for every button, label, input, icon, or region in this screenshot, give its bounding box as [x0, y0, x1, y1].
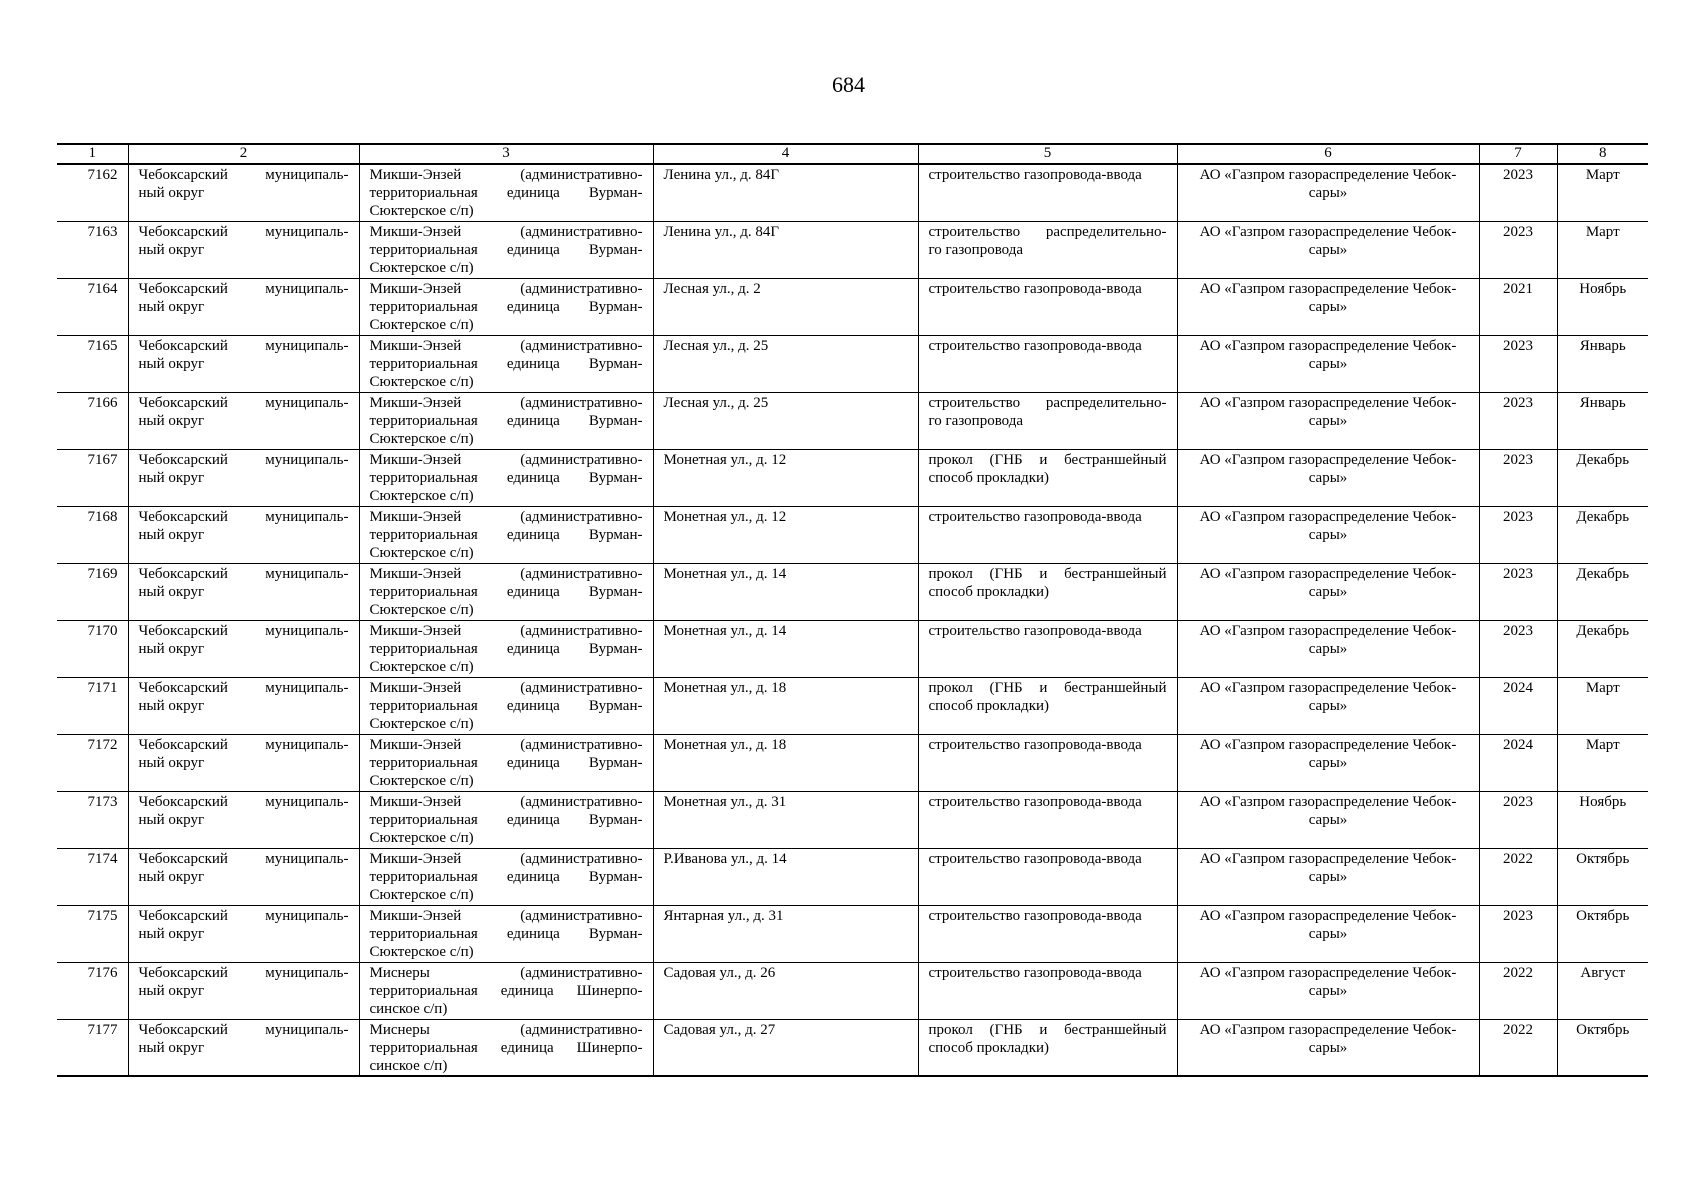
- column-header-6: 6: [1177, 144, 1479, 164]
- locality-cell-line: Микши-Энзей (административно-: [369, 793, 643, 810]
- organization-cell: [1177, 677, 1479, 734]
- district-cell-line: ный округ: [138, 811, 205, 828]
- locality-cell-line: Сюктерское с/п): [369, 316, 474, 333]
- work-type-cell-line: строительство распределительно-: [928, 394, 1167, 411]
- address-cell: Монетная ул., д. 14: [653, 620, 918, 677]
- locality-cell-line: территориальная единица Вурман-: [369, 640, 643, 657]
- organization-cell: [1177, 1019, 1479, 1076]
- work-type-cell-line: строительство газопровода-ввода: [928, 622, 1142, 639]
- work-type-cell-line: строительство распределительно-: [928, 223, 1167, 240]
- year-cell: 2023: [1479, 905, 1557, 962]
- district-cell: [128, 791, 359, 848]
- month-cell: Март: [1557, 221, 1648, 278]
- work-type-cell-line: прокол (ГНБ и бестраншейный: [928, 565, 1167, 582]
- organization-cell-line: АО «Газпром газораспределение Чебок-: [1199, 679, 1457, 696]
- work-type-cell-line: способ прокладки): [928, 583, 1049, 600]
- district-cell-line: ный округ: [138, 697, 205, 714]
- district-cell-line: ный округ: [138, 925, 205, 942]
- address-cell: Садовая ул., д. 26: [653, 962, 918, 1019]
- column-header-7: 7: [1479, 144, 1557, 164]
- organization-cell: [1177, 905, 1479, 962]
- locality-cell: [359, 449, 653, 506]
- district-cell: [128, 221, 359, 278]
- row-number-cell: 7176: [57, 962, 128, 1019]
- organization-cell-line: АО «Газпром газораспределение Чебок-: [1199, 508, 1457, 525]
- locality-cell-line: Микши-Энзей (административно-: [369, 223, 643, 240]
- locality-cell-line: Сюктерское с/п): [369, 430, 474, 447]
- work-type-cell: [918, 734, 1177, 791]
- locality-cell-line: Миснеры (административно-: [369, 964, 643, 981]
- address-cell: Лесная ул., д. 2: [653, 278, 918, 335]
- table-row: [57, 1019, 1648, 1076]
- month-cell: Январь: [1557, 335, 1648, 392]
- district-cell-line: ный округ: [138, 982, 205, 999]
- table-row: [57, 392, 1648, 449]
- district-cell-line: ный округ: [138, 469, 205, 486]
- locality-cell-line: территориальная единица Вурман-: [369, 811, 643, 828]
- address-cell: Янтарная ул., д. 31: [653, 905, 918, 962]
- district-cell-line: ный округ: [138, 185, 205, 201]
- district-cell: [128, 506, 359, 563]
- organization-cell: [1177, 791, 1479, 848]
- district-cell-line: ный округ: [138, 298, 205, 315]
- district-cell: [128, 734, 359, 791]
- work-type-cell: [918, 905, 1177, 962]
- work-type-cell-line: строительство газопровода-ввода: [928, 508, 1142, 525]
- district-cell: [128, 848, 359, 905]
- locality-cell-line: Сюктерское с/п): [369, 203, 474, 219]
- district-cell-line: Чебоксарский муниципаль-: [138, 1021, 349, 1038]
- year-cell: 2023: [1479, 563, 1557, 620]
- table-row: [57, 221, 1648, 278]
- district-cell-line: Чебоксарский муниципаль-: [138, 280, 349, 297]
- work-type-cell: [918, 791, 1177, 848]
- work-type-cell-line: прокол (ГНБ и бестраншейный: [928, 451, 1167, 468]
- locality-cell-line: Сюктерское с/п): [369, 943, 474, 960]
- district-cell-line: Чебоксарский муниципаль-: [138, 964, 349, 981]
- work-type-cell-line: строительство газопровода-ввода: [928, 850, 1142, 867]
- district-cell-line: ный округ: [138, 754, 205, 771]
- district-cell: [128, 905, 359, 962]
- locality-cell-line: Микши-Энзей (административно-: [369, 679, 643, 696]
- locality-cell-line: территориальная единица Вурман-: [369, 526, 643, 543]
- district-cell: [128, 1019, 359, 1076]
- organization-cell: [1177, 221, 1479, 278]
- row-number-cell: 7169: [57, 563, 128, 620]
- work-type-cell: [918, 677, 1177, 734]
- district-cell: [128, 677, 359, 734]
- year-cell: 2023: [1479, 392, 1557, 449]
- year-cell: 2023: [1479, 164, 1557, 221]
- locality-cell-line: Сюктерское с/п): [369, 829, 474, 846]
- row-number-cell: 7175: [57, 905, 128, 962]
- work-type-cell-line: строительство газопровода-ввода: [928, 167, 1142, 183]
- district-cell-line: Чебоксарский муниципаль-: [138, 337, 349, 354]
- locality-cell: [359, 563, 653, 620]
- table-row: [57, 335, 1648, 392]
- organization-cell-line: сары»: [1308, 811, 1348, 828]
- work-type-cell: [918, 449, 1177, 506]
- work-type-cell-line: го газопровода: [928, 412, 1024, 429]
- year-cell: 2024: [1479, 677, 1557, 734]
- row-number-cell: 7168: [57, 506, 128, 563]
- address-cell: Монетная ул., д. 12: [653, 506, 918, 563]
- work-type-cell-line: способ прокладки): [928, 697, 1049, 714]
- table-row: [57, 563, 1648, 620]
- locality-cell-line: синское с/п): [369, 1000, 448, 1017]
- organization-cell: [1177, 164, 1479, 221]
- work-type-cell: [918, 164, 1177, 221]
- column-header-4: 4: [653, 144, 918, 164]
- district-cell: [128, 278, 359, 335]
- address-cell: Ленина ул., д. 84Г: [653, 221, 918, 278]
- district-cell-line: Чебоксарский муниципаль-: [138, 793, 349, 810]
- organization-cell-line: сары»: [1308, 868, 1348, 885]
- month-cell: Декабрь: [1557, 620, 1648, 677]
- table-row: [57, 905, 1648, 962]
- work-type-cell: [918, 221, 1177, 278]
- district-cell-line: Чебоксарский муниципаль-: [138, 223, 349, 240]
- work-type-cell: [918, 563, 1177, 620]
- locality-cell: [359, 164, 653, 221]
- work-type-cell-line: строительство газопровода-ввода: [928, 907, 1142, 924]
- locality-cell: [359, 734, 653, 791]
- work-type-cell: [918, 1019, 1177, 1076]
- address-cell: Монетная ул., д. 31: [653, 791, 918, 848]
- year-cell: 2023: [1479, 449, 1557, 506]
- month-cell: Декабрь: [1557, 506, 1648, 563]
- locality-cell-line: Сюктерское с/п): [369, 259, 474, 276]
- locality-cell: [359, 848, 653, 905]
- organization-cell-line: АО «Газпром газораспределение Чебок-: [1199, 964, 1457, 981]
- table-row: [57, 734, 1648, 791]
- month-cell: Январь: [1557, 392, 1648, 449]
- locality-cell-line: Микши-Энзей (административно-: [369, 508, 643, 525]
- work-type-cell: [918, 620, 1177, 677]
- row-number-cell: 7170: [57, 620, 128, 677]
- district-cell-line: Чебоксарский муниципаль-: [138, 451, 349, 468]
- month-cell: Ноябрь: [1557, 791, 1648, 848]
- locality-cell-line: Сюктерское с/п): [369, 772, 474, 789]
- locality-cell-line: синское с/п): [369, 1057, 448, 1074]
- year-cell: 2022: [1479, 1019, 1557, 1076]
- district-cell: [128, 392, 359, 449]
- organization-cell-line: сары»: [1308, 697, 1348, 714]
- row-number-cell: 7166: [57, 392, 128, 449]
- work-type-cell: [918, 278, 1177, 335]
- locality-cell-line: территориальная единица Вурман-: [369, 583, 643, 600]
- locality-cell-line: территориальная единица Шинерпо-: [369, 1039, 643, 1056]
- organization-cell: [1177, 392, 1479, 449]
- row-number-cell: 7172: [57, 734, 128, 791]
- locality-cell-line: Сюктерское с/п): [369, 886, 474, 903]
- locality-cell-line: территориальная единица Вурман-: [369, 298, 643, 315]
- work-type-cell-line: строительство газопровода-ввода: [928, 280, 1142, 297]
- district-cell-line: ный округ: [138, 868, 205, 885]
- organization-cell-line: АО «Газпром газораспределение Чебок-: [1199, 280, 1457, 297]
- locality-cell-line: Сюктерское с/п): [369, 601, 474, 618]
- district-cell-line: ный округ: [138, 355, 205, 372]
- district-cell-line: Чебоксарский муниципаль-: [138, 565, 349, 582]
- locality-cell: [359, 905, 653, 962]
- month-cell: Март: [1557, 164, 1648, 221]
- organization-cell: [1177, 449, 1479, 506]
- organization-cell-line: АО «Газпром газораспределение Чебок-: [1199, 850, 1457, 867]
- table-row: [57, 848, 1648, 905]
- work-type-cell: [918, 962, 1177, 1019]
- locality-cell-line: Микши-Энзей (административно-: [369, 907, 643, 924]
- table-row: [57, 791, 1648, 848]
- district-cell: [128, 335, 359, 392]
- locality-cell-line: территориальная единица Вурман-: [369, 754, 643, 771]
- year-cell: 2023: [1479, 335, 1557, 392]
- organization-cell-line: АО «Газпром газораспределение Чебок-: [1199, 622, 1457, 639]
- district-cell-line: ный округ: [138, 241, 205, 258]
- month-cell: Декабрь: [1557, 563, 1648, 620]
- organization-cell-line: сары»: [1308, 526, 1348, 543]
- organization-cell-line: сары»: [1308, 469, 1348, 486]
- organization-cell-line: сары»: [1308, 640, 1348, 657]
- table-row: [57, 620, 1648, 677]
- work-type-cell-line: строительство газопровода-ввода: [928, 736, 1142, 753]
- row-number-cell: 7167: [57, 449, 128, 506]
- column-header-3: 3: [359, 144, 653, 164]
- locality-cell-line: территориальная единица Вурман-: [369, 241, 643, 258]
- column-header-2: 2: [128, 144, 359, 164]
- district-cell-line: Чебоксарский муниципаль-: [138, 508, 349, 525]
- organization-cell-line: сары»: [1308, 1039, 1348, 1056]
- district-cell-line: Чебоксарский муниципаль-: [138, 736, 349, 753]
- organization-cell-line: АО «Газпром газораспределение Чебок-: [1199, 167, 1457, 183]
- row-number-cell: 7177: [57, 1019, 128, 1076]
- organization-cell: [1177, 563, 1479, 620]
- row-number-cell: 7162: [57, 164, 128, 221]
- locality-cell-line: Сюктерское с/п): [369, 544, 474, 561]
- district-cell: [128, 962, 359, 1019]
- work-type-cell-line: строительство газопровода-ввода: [928, 964, 1142, 981]
- locality-cell-line: территориальная единица Шинерпо-: [369, 982, 643, 999]
- work-type-cell-line: го газопровода: [928, 241, 1024, 258]
- organization-cell-line: АО «Газпром газораспределение Чебок-: [1199, 451, 1457, 468]
- organization-cell-line: сары»: [1308, 298, 1348, 315]
- locality-cell: [359, 221, 653, 278]
- table-row: [57, 677, 1648, 734]
- work-type-cell-line: способ прокладки): [928, 469, 1049, 486]
- locality-cell-line: Микши-Энзей (административно-: [369, 394, 643, 411]
- year-cell: 2023: [1479, 791, 1557, 848]
- table-body: [57, 164, 1648, 1076]
- month-cell: Ноябрь: [1557, 278, 1648, 335]
- organization-cell: [1177, 734, 1479, 791]
- locality-cell-line: территориальная единица Вурман-: [369, 355, 643, 372]
- table-row: [57, 962, 1648, 1019]
- locality-cell-line: Микши-Энзей (административно-: [369, 280, 643, 297]
- locality-cell-line: Сюктерское с/п): [369, 658, 474, 675]
- district-cell-line: ный округ: [138, 526, 205, 543]
- locality-cell: [359, 677, 653, 734]
- work-type-cell: [918, 335, 1177, 392]
- district-cell-line: Чебоксарский муниципаль-: [138, 167, 349, 183]
- district-cell-line: ный округ: [138, 583, 205, 600]
- locality-cell-line: территориальная единица Вурман-: [369, 185, 643, 201]
- organization-cell: [1177, 848, 1479, 905]
- district-cell: [128, 164, 359, 221]
- organization-cell-line: АО «Газпром газораспределение Чебок-: [1199, 1021, 1457, 1038]
- locality-cell: [359, 620, 653, 677]
- district-cell-line: Чебоксарский муниципаль-: [138, 679, 349, 696]
- address-cell: Лесная ул., д. 25: [653, 335, 918, 392]
- row-number-cell: 7171: [57, 677, 128, 734]
- organization-cell-line: АО «Газпром газораспределение Чебок-: [1199, 736, 1457, 753]
- locality-cell-line: территориальная единица Вурман-: [369, 697, 643, 714]
- organization-cell-line: сары»: [1308, 412, 1348, 429]
- locality-cell-line: Сюктерское с/п): [369, 487, 474, 504]
- district-cell-line: Чебоксарский муниципаль-: [138, 907, 349, 924]
- month-cell: Октябрь: [1557, 848, 1648, 905]
- row-number-cell: 7174: [57, 848, 128, 905]
- work-type-cell-line: прокол (ГНБ и бестраншейный: [928, 679, 1167, 696]
- year-cell: 2021: [1479, 278, 1557, 335]
- district-cell-line: ный округ: [138, 640, 205, 657]
- year-cell: 2022: [1479, 962, 1557, 1019]
- organization-cell-line: сары»: [1308, 754, 1348, 771]
- row-number-cell: 7163: [57, 221, 128, 278]
- locality-cell-line: Сюктерское с/п): [369, 373, 474, 390]
- organization-cell-line: АО «Газпром газораспределение Чебок-: [1199, 793, 1457, 810]
- address-cell: Монетная ул., д. 12: [653, 449, 918, 506]
- locality-cell: [359, 962, 653, 1019]
- address-cell: Монетная ул., д. 14: [653, 563, 918, 620]
- locality-cell-line: Миснеры (административно-: [369, 1021, 643, 1038]
- address-cell: Лесная ул., д. 25: [653, 392, 918, 449]
- address-cell: Садовая ул., д. 27: [653, 1019, 918, 1076]
- table-row: [57, 449, 1648, 506]
- organization-cell-line: сары»: [1308, 185, 1348, 201]
- month-cell: Октябрь: [1557, 905, 1648, 962]
- work-type-cell-line: строительство газопровода-ввода: [928, 337, 1142, 354]
- header-row: [57, 144, 1648, 164]
- district-cell-line: ный округ: [138, 412, 205, 429]
- address-cell: Ленина ул., д. 84Г: [653, 164, 918, 221]
- locality-cell: [359, 335, 653, 392]
- locality-cell-line: Микши-Энзей (административно-: [369, 736, 643, 753]
- work-type-cell-line: способ прокладки): [928, 1039, 1049, 1056]
- locality-cell-line: территориальная единица Вурман-: [369, 868, 643, 885]
- year-cell: 2023: [1479, 620, 1557, 677]
- locality-cell-line: территориальная единица Вурман-: [369, 469, 643, 486]
- organization-cell: [1177, 335, 1479, 392]
- month-cell: Март: [1557, 677, 1648, 734]
- locality-cell-line: Микши-Энзей (административно-: [369, 167, 643, 183]
- locality-cell: [359, 392, 653, 449]
- work-type-cell: [918, 392, 1177, 449]
- row-number-cell: 7165: [57, 335, 128, 392]
- month-cell: Октябрь: [1557, 1019, 1648, 1076]
- work-type-cell-line: прокол (ГНБ и бестраншейный: [928, 1021, 1167, 1038]
- table-row: [57, 506, 1648, 563]
- organization-cell-line: АО «Газпром газораспределение Чебок-: [1199, 337, 1457, 354]
- year-cell: 2022: [1479, 848, 1557, 905]
- organization-cell-line: АО «Газпром газораспределение Чебок-: [1199, 223, 1457, 240]
- month-cell: Март: [1557, 734, 1648, 791]
- locality-cell-line: Микши-Энзей (административно-: [369, 622, 643, 639]
- locality-cell-line: Микши-Энзей (административно-: [369, 337, 643, 354]
- locality-cell-line: Микши-Энзей (административно-: [369, 565, 643, 582]
- district-cell-line: ный округ: [138, 1039, 205, 1056]
- organization-cell-line: сары»: [1308, 241, 1348, 258]
- organization-cell-line: сары»: [1308, 355, 1348, 372]
- column-header-5: 5: [918, 144, 1177, 164]
- organization-cell: [1177, 506, 1479, 563]
- address-cell: Монетная ул., д. 18: [653, 677, 918, 734]
- organization-cell-line: АО «Газпром газораспределение Чебок-: [1199, 394, 1457, 411]
- organization-cell-line: сары»: [1308, 982, 1348, 999]
- district-cell: [128, 563, 359, 620]
- work-type-cell-line: строительство газопровода-ввода: [928, 793, 1142, 810]
- district-cell-line: Чебоксарский муниципаль-: [138, 394, 349, 411]
- locality-cell-line: территориальная единица Вурман-: [369, 925, 643, 942]
- column-header-8: 8: [1557, 144, 1648, 164]
- locality-cell: [359, 506, 653, 563]
- month-cell: Август: [1557, 962, 1648, 1019]
- year-cell: 2023: [1479, 506, 1557, 563]
- organization-cell-line: АО «Газпром газораспределение Чебок-: [1199, 907, 1457, 924]
- locality-cell: [359, 791, 653, 848]
- organization-cell-line: сары»: [1308, 583, 1348, 600]
- locality-cell-line: территориальная единица Вурман-: [369, 412, 643, 429]
- address-cell: Р.Иванова ул., д. 14: [653, 848, 918, 905]
- year-cell: 2024: [1479, 734, 1557, 791]
- organization-cell: [1177, 962, 1479, 1019]
- table-row: [57, 164, 1648, 221]
- table-row: [57, 278, 1648, 335]
- gasification-table: [57, 143, 1648, 1077]
- work-type-cell: [918, 848, 1177, 905]
- organization-cell: [1177, 620, 1479, 677]
- page-number: 684: [832, 72, 865, 97]
- locality-cell-line: Сюктерское с/п): [369, 715, 474, 732]
- locality-cell-line: Микши-Энзей (административно-: [369, 451, 643, 468]
- organization-cell-line: сары»: [1308, 925, 1348, 942]
- organization-cell: [1177, 278, 1479, 335]
- year-cell: 2023: [1479, 221, 1557, 278]
- column-header-1: 1: [57, 144, 128, 164]
- district-cell: [128, 620, 359, 677]
- district-cell-line: Чебоксарский муниципаль-: [138, 850, 349, 867]
- organization-cell-line: АО «Газпром газораспределение Чебок-: [1199, 565, 1457, 582]
- district-cell-line: Чебоксарский муниципаль-: [138, 622, 349, 639]
- locality-cell: [359, 278, 653, 335]
- row-number-cell: 7173: [57, 791, 128, 848]
- month-cell: Декабрь: [1557, 449, 1648, 506]
- locality-cell-line: Микши-Энзей (административно-: [369, 850, 643, 867]
- address-cell: Монетная ул., д. 18: [653, 734, 918, 791]
- district-cell: [128, 449, 359, 506]
- locality-cell: [359, 1019, 653, 1076]
- row-number-cell: 7164: [57, 278, 128, 335]
- work-type-cell: [918, 506, 1177, 563]
